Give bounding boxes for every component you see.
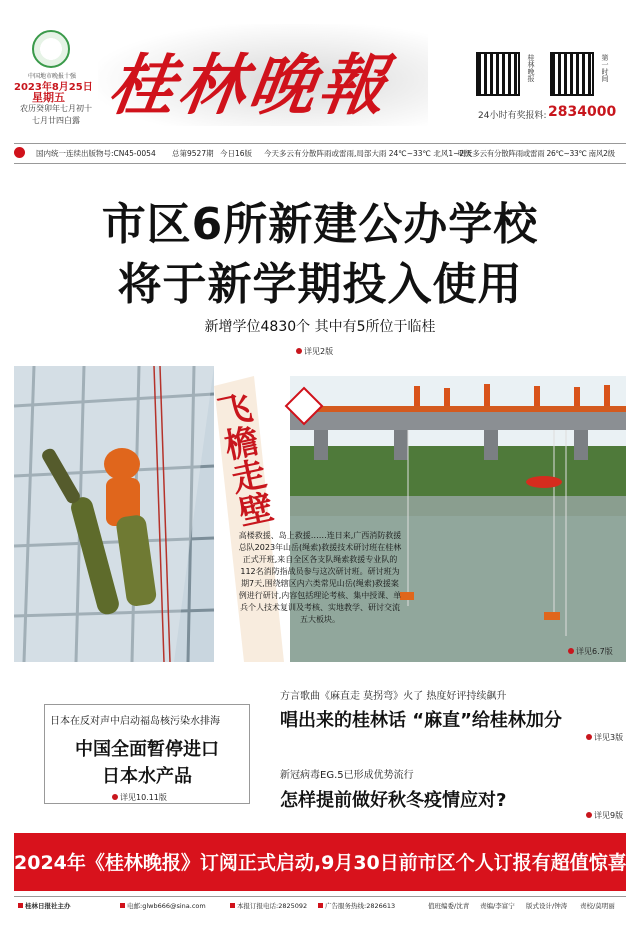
lunar-date-line2: 七月廿四白露 [32, 116, 80, 125]
newspaper-logo: 桂林晚報 [103, 46, 395, 124]
weekday: 星期五 [32, 91, 65, 104]
right-story2-kicker: 新冠病毒EG.5已形成优势流行 [280, 770, 414, 781]
footer-bar [14, 896, 626, 913]
page-count: 今日16版 [220, 149, 253, 158]
see-page-label: 详见3版 [594, 733, 624, 742]
footer-editor2: 责编/李富宁 [480, 902, 515, 910]
subscription-banner-text: 2024年《桂林晚报》订阅正式启动,9月30日前市区个人订报有超值惊喜 [14, 852, 627, 874]
footer-publisher [18, 901, 71, 910]
lunar-date-line1: 农历癸卯年七月初十 [20, 104, 92, 113]
right-story1-title[interactable]: 唱出来的桂林话 “麻直”给桂林加分 [280, 710, 562, 731]
issue-date: 2023年8月25日 [14, 82, 93, 93]
footer-email-text: 电邮:glwb666@sina.com [127, 902, 206, 910]
see-page-label: 详见9版 [594, 811, 624, 820]
right-story1-kicker: 方言歌曲《麻直走 莫拐弯》火了 热度好评持续飙升 [280, 691, 507, 702]
see-page-link[interactable] [586, 810, 623, 821]
badge-caption: 中国地市晚报十强 [27, 73, 76, 80]
see-page-label: 详见2版 [304, 347, 334, 356]
hotline-label: 24小时有奖报料: [478, 111, 547, 121]
footer-ads [318, 901, 395, 910]
issue-number: 总第9527期 [172, 149, 214, 158]
info-bar [14, 143, 626, 164]
see-page-link[interactable] [112, 792, 167, 803]
headline-line1[interactable]: 市区6所新建公办学校 [101, 199, 539, 250]
footer-proof: 责校/莫明丽 [580, 902, 615, 910]
headline-line2[interactable]: 将于新学期投入使用 [117, 259, 523, 310]
left-story-kicker: 日本在反对声中启动福岛核污染水排海 [50, 716, 220, 727]
footer-subscribe [230, 901, 307, 910]
qr-label: 第一时间 [601, 54, 609, 82]
photo-caption: 高楼救援、岛上救援……连日来,广西消防救援总队2023年山岳(绳索)救援技术研讨班在桂林正式开班,来自全区各支队绳索救援专业队的112名消防指战员参与这次研讨班。研讨班为期7天,围绕辖区内六类常见山岳(绳索)救援案例进行研讨,内容包括理论考核、集中授课、单兵个人技术复训及考核、实地教学、研讨交流五大板块。 [238, 531, 402, 624]
left-story-title-line1[interactable]: 中国全面暂停进口 [75, 739, 219, 760]
footer-subscribe-text: 本报订报电话:2825092 [237, 902, 308, 910]
see-page-link[interactable] [568, 646, 613, 657]
left-story-title-line2[interactable]: 日本水产品 [102, 766, 192, 787]
qr-label: 桂林晚报 [527, 54, 535, 82]
footer-editor: 值班编委/沈青 [428, 902, 470, 910]
footer-publisher-text: 桂林日报社主办 [25, 902, 71, 910]
qr-code-icon[interactable] [476, 52, 520, 96]
qr-code-icon[interactable] [550, 52, 594, 96]
publisher-logo-icon [14, 147, 25, 158]
lunar-date [16, 103, 96, 127]
weather-today: 今天多云有分散阵雨或雷雨,局部大雨 24℃~33℃ 北风1~2级 [264, 149, 472, 158]
headline-subtitle: 新增学位4830个 其中有5所位于临桂 [204, 319, 436, 335]
see-page-label: 详见6.7版 [576, 647, 613, 656]
footer-email[interactable] [120, 901, 206, 910]
footer-design: 版式设计/钟涛 [526, 902, 568, 910]
publication-number: 国内统一连续出版物号:CN45-0054 [36, 149, 156, 158]
see-page-link[interactable] [586, 732, 623, 743]
hotline-number[interactable]: 2834000 [548, 104, 617, 120]
footer-ads-text: 广告服务热线:2826613 [325, 902, 396, 910]
see-page-label: 详见10.11版 [120, 793, 167, 802]
weather-tomorrow: 明天多云有分散阵雨或雷雨 26℃~33℃ 南风2级 [458, 149, 615, 158]
photo-title: 飞檐走壁 [208, 388, 276, 531]
right-story2-title[interactable]: 怎样提前做好秋冬疫情应对? [280, 790, 507, 811]
newspaper-award-badge-icon [32, 30, 70, 68]
see-page-link[interactable] [296, 346, 333, 357]
